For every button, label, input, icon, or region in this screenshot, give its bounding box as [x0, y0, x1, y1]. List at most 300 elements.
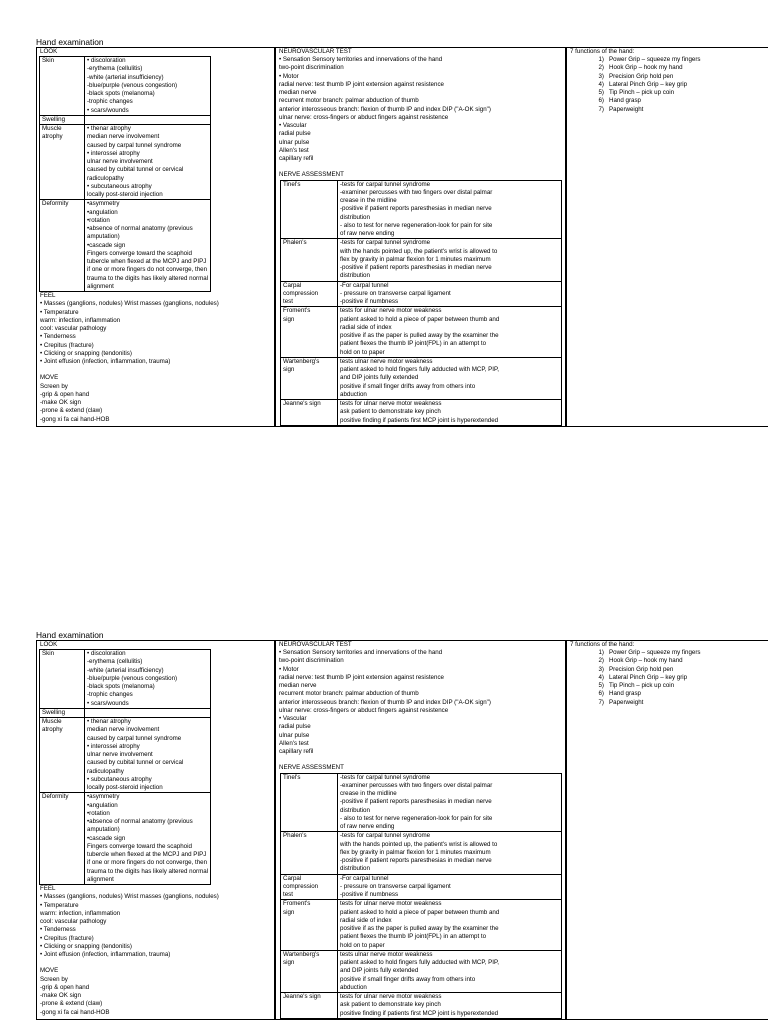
function-text: Power Grip – squeeze my fingers — [609, 649, 701, 656]
muscle-row — [40, 718, 211, 793]
function-text: Precision Grip hold pen — [609, 72, 674, 80]
text-line: -erythema (cellulitis) — [87, 65, 143, 73]
text-line: distribution — [340, 865, 370, 873]
text-line: cool: vascular pathology — [40, 918, 107, 925]
function-number: 5) — [598, 682, 604, 689]
text-line: • Motor — [279, 72, 299, 80]
text-line: positive if small finger drifts away from others into — [340, 382, 476, 390]
nerve-test-name-line: Wartenberg's — [283, 357, 320, 365]
skin-row — [40, 650, 211, 709]
text-line: -trophic changes — [87, 98, 133, 106]
text-line: caused by cubital tunnel or cervical — [87, 759, 184, 767]
text-line: ulnar pulse — [279, 138, 310, 146]
swelling-label: Swelling — [40, 115, 85, 124]
muscle-label-line-1: Muscle — [42, 125, 62, 132]
text-line: positive finding if patients first MCP joint is hyperextended — [340, 416, 499, 424]
nerve-test-description — [338, 357, 562, 399]
text-line: • Vascular — [279, 122, 307, 129]
text-line: • Tenderness — [40, 333, 76, 341]
text-line: if one or more fingers do not converge, then — [87, 859, 208, 867]
text-line: •angulation — [87, 208, 118, 216]
nerve-test-row — [281, 773, 562, 832]
text-line: • Joint effusion (infection, inflammation, trauma) — [40, 358, 171, 365]
text-line: -make OK sign — [40, 399, 81, 406]
text-line: • Motor — [279, 665, 299, 673]
function-item — [586, 657, 768, 665]
look-column — [36, 640, 275, 1020]
function-item — [586, 682, 768, 690]
nerve-test-name — [281, 400, 338, 426]
text-line: radial nerve: test thumb IP joint extension against resistence — [279, 80, 444, 88]
nerve-test-name — [281, 874, 338, 900]
muscle-label-line-1: Muscle — [42, 718, 62, 725]
nerve-test-name-line: sign — [283, 908, 295, 916]
text-line: radiculopathy — [87, 767, 124, 775]
text-line: • thenar atrophy — [87, 718, 131, 725]
deformity-label: Deformity — [40, 200, 85, 292]
nerve-test-row — [281, 900, 562, 951]
function-text: Tip Pinch – pick up coin — [609, 89, 675, 96]
text-line: • Tenderness — [40, 926, 76, 934]
feel-lines — [40, 893, 274, 959]
function-text: Tip Pinch – pick up coin — [609, 682, 675, 689]
text-line: if one or more fingers do not converge, then — [87, 266, 208, 274]
nerve-test-name — [281, 307, 338, 358]
text-line: tests ulnar nerve motor weakness — [340, 357, 433, 365]
function-text: Lateral Pinch Grip – key grip — [609, 673, 688, 681]
feel-section — [37, 292, 274, 424]
text-line: tests for ulnar nerve motor weakness — [340, 900, 442, 908]
function-item — [586, 97, 768, 105]
text-line: -positive if patient reports paresthesias in median nerve — [340, 264, 492, 271]
feel-section — [37, 885, 274, 1017]
swelling-label: Swelling — [40, 708, 85, 717]
text-line: radiculopathy — [87, 174, 124, 182]
text-line: ask patient to demonstrate key pinch — [340, 1001, 441, 1009]
nerve-test-name-line: Jeanne's sign — [283, 400, 321, 407]
text-line: trauma to the digits has likely altered normal — [87, 867, 209, 875]
swelling-row — [40, 115, 211, 124]
text-line: -For carpal tunnel — [340, 281, 389, 289]
text-line: hold on to paper — [340, 348, 385, 356]
text-line: distribution — [340, 806, 370, 814]
text-line: radial side of index — [340, 323, 392, 331]
nerve-test-description — [338, 993, 562, 1019]
text-line: •cascade sign — [87, 834, 126, 842]
nerve-test-row — [281, 307, 562, 358]
text-line: radial nerve: test thumb IP joint extension against resistence — [279, 673, 444, 681]
text-line: -black spots (melanoma) — [87, 90, 155, 97]
text-line: -blue/purple (venous congestion) — [87, 674, 178, 682]
text-line: patient asked to hold fingers fully adducted with MCP, PIP, — [340, 959, 500, 966]
nerve-test-name-line: test — [283, 891, 293, 898]
function-number: 6) — [598, 97, 604, 105]
function-number: 3) — [598, 72, 604, 80]
text-line: •absence of normal anatomy (previous — [87, 225, 193, 232]
muscle-row — [40, 125, 211, 200]
function-text: Hand grasp — [609, 690, 641, 698]
nerve-test-name-line: compression — [283, 882, 319, 890]
neurovascular-column — [275, 47, 566, 427]
text-line: abduction — [340, 983, 367, 991]
text-line: distribution — [340, 213, 370, 221]
text-line: caused by carpal tunnel syndrome — [87, 141, 182, 149]
nerve-test-name-line: Tinel's — [283, 773, 301, 781]
text-line: abduction — [340, 390, 367, 398]
text-line: Fingers converge toward the scaphoid — [87, 842, 192, 850]
nerve-test-row — [281, 993, 562, 1019]
skin-label: Skin — [40, 650, 85, 709]
text-line: - pressure on transverse carpal ligament — [340, 882, 451, 890]
text-line: and DIP joints fully extended — [340, 374, 419, 382]
text-line: median nerve involvement — [87, 726, 160, 734]
neurovascular-lines — [276, 56, 565, 163]
nerve-test-description — [338, 874, 562, 900]
text-line: • subcutaneous atrophy — [87, 775, 152, 783]
muscle-findings — [85, 718, 211, 793]
nerve-test-name — [281, 900, 338, 951]
text-line: positive if small finger drifts away from others into — [340, 975, 476, 983]
look-heading: LOOK — [40, 48, 58, 55]
text-line: ulnar nerve: cross-fingers or abduct fingers against resistence — [279, 706, 449, 714]
functions-heading: 7 functions of the hand: — [570, 641, 635, 648]
text-line: radial pulse — [279, 723, 311, 731]
text-line: -positive if numbness — [340, 891, 399, 898]
text-line: -tests for carpal tunnel syndrome — [340, 180, 431, 188]
nerve-test-name — [281, 993, 338, 1019]
swelling-row — [40, 708, 211, 717]
function-item — [586, 666, 768, 674]
feel-heading: FEEL — [40, 292, 56, 299]
text-line: • Sensation Sensory territories and innervations of the hand — [279, 56, 443, 63]
text-line: with the hands pointed up, the patient's wrist is allowed to — [340, 840, 498, 848]
text-line: -gong xi fa cai hand-HOB — [40, 1008, 110, 1016]
text-line: -positive if patient reports paresthesias in median nerve — [340, 205, 492, 213]
nerve-test-name-line: Froment's — [283, 307, 311, 315]
muscle-label-line-2: atrophy — [42, 133, 63, 141]
nerve-test-name-line: Carpal — [283, 874, 302, 882]
text-line: recurrent motor branch: palmar abduction of thumb — [279, 690, 419, 698]
function-item — [586, 674, 768, 682]
function-number: 7) — [598, 105, 604, 113]
text-line: warm: infection, inflammation — [40, 316, 121, 324]
text-line: -grip & open hand — [40, 983, 90, 991]
function-number: 2) — [598, 64, 604, 72]
text-line: capillary refil — [279, 748, 314, 755]
function-number: 2) — [598, 657, 604, 665]
text-line: tubercle when flexed at the MCPJ and PIPJ — [87, 258, 207, 265]
text-line: -tests for carpal tunnel syndrome — [340, 239, 431, 247]
nerve-assessment-table — [280, 773, 562, 1019]
text-line: with the hands pointed up, the patient's wrist is allowed to — [340, 247, 498, 255]
text-line: flex by gravity in palmar flexion for 1 minutes maximum — [340, 255, 491, 263]
feel-heading: FEEL — [40, 885, 56, 892]
skin-row — [40, 57, 211, 116]
text-line: caused by cubital tunnel or cervical — [87, 166, 184, 174]
text-line: two-point discrimination — [279, 657, 344, 665]
nerve-test-row — [281, 950, 562, 992]
text-line: • Clicking or snapping (tendonitis) — [40, 942, 132, 950]
text-line: • Sensation Sensory territories and innervations of the hand — [279, 649, 443, 656]
text-line: • discoloration — [87, 650, 126, 657]
text-line: -prone & extend (claw) — [40, 1000, 103, 1008]
neurovascular-heading: NEUROVASCULAR TEST — [279, 641, 352, 648]
nerve-test-name — [281, 357, 338, 399]
move-lines — [40, 383, 274, 424]
nerve-test-description — [338, 832, 562, 874]
function-number: 7) — [598, 698, 604, 706]
text-line: ulnar nerve involvement — [87, 158, 153, 165]
look-heading: LOOK — [40, 641, 58, 648]
text-line: tests ulnar nerve motor weakness — [340, 950, 433, 958]
functions-heading: 7 functions of the hand: — [570, 48, 635, 55]
text-line: ulnar nerve involvement — [87, 751, 153, 758]
function-text: Hand grasp — [609, 97, 641, 105]
text-line: -prone & extend (claw) — [40, 407, 103, 415]
text-line: patient asked to hold fingers fully adducted with MCP, PIP, — [340, 366, 500, 373]
nerve-test-name-line: sign — [283, 366, 295, 373]
nerve-test-name — [281, 239, 338, 281]
neurovascular-column — [275, 640, 566, 1020]
exam-layout — [36, 640, 768, 1020]
skin-findings — [85, 650, 211, 709]
text-line: radial side of index — [340, 916, 392, 924]
text-line: -tests for carpal tunnel syndrome — [340, 773, 431, 781]
text-line: • scars/wounds — [87, 106, 129, 114]
text-line: distribution — [340, 272, 370, 280]
function-number: 4) — [598, 673, 604, 681]
text-line: -examiner percusses with two fingers over distal palmar — [340, 188, 493, 196]
text-line: -positive if patient reports paresthesias in median nerve — [340, 798, 492, 806]
skin-label: Skin — [40, 57, 85, 116]
text-line: ulnar pulse — [279, 731, 310, 739]
text-line: • thenar atrophy — [87, 125, 131, 132]
text-line: • Vascular — [279, 715, 307, 722]
text-line: patient asked to hold a piece of paper between thumb and — [340, 315, 500, 323]
function-text: Paperweight — [609, 698, 644, 706]
document-title: Hand examination — [36, 37, 104, 47]
text-line: positive finding if patients first MCP joint is hyperextended — [340, 1009, 499, 1017]
text-line: crease in the midline — [340, 790, 397, 797]
text-line: -blue/purple (venous congestion) — [87, 81, 178, 89]
nerve-test-name-line: Phalen's — [283, 239, 307, 247]
text-line: •rotation — [87, 809, 110, 817]
text-line: of raw nerve ending — [340, 823, 395, 830]
move-heading: MOVE — [40, 967, 59, 975]
text-line: •angulation — [87, 801, 118, 809]
swelling-findings — [85, 115, 211, 124]
nerve-test-row — [281, 239, 562, 281]
text-line: • interossei atrophy — [87, 149, 140, 157]
nerve-test-name — [281, 281, 338, 307]
text-line: hold on to paper — [340, 941, 385, 949]
text-line: -grip & open hand — [40, 390, 90, 398]
function-text: Paperweight — [609, 105, 644, 113]
text-line: •asymmetry — [87, 200, 120, 208]
text-line: ask patient to demonstrate key pinch — [340, 408, 441, 416]
functions-column — [566, 47, 768, 427]
functions-column — [566, 640, 768, 1020]
nerve-test-description — [338, 950, 562, 992]
text-line: -tests for carpal tunnel syndrome — [340, 832, 431, 840]
text-line: patient flexes the thumb IP joint(FPL) in an attempt to — [340, 933, 487, 941]
text-line: -erythema (cellulitis) — [87, 658, 143, 666]
text-line: • Masses (ganglions, nodules) Wrist masses (ganglions, nodules) — [40, 893, 219, 901]
text-line: median nerve — [279, 89, 317, 96]
text-line: amputation) — [87, 826, 120, 834]
text-line: • Temperature — [40, 901, 79, 909]
text-line: ulnar nerve: cross-fingers or abduct fingers against resistence — [279, 113, 449, 121]
nerve-test-name-line: Tinel's — [283, 180, 301, 188]
text-line: Fingers converge toward the scaphoid — [87, 249, 192, 257]
text-line: tests for ulnar nerve motor weakness — [340, 400, 442, 407]
text-line: capillary refil — [279, 155, 314, 162]
deformity-row — [40, 793, 211, 885]
look-table — [39, 56, 211, 292]
function-item — [586, 56, 768, 64]
text-line: -For carpal tunnel — [340, 874, 389, 882]
nerve-test-name-line: sign — [283, 315, 295, 323]
text-line: radial pulse — [279, 130, 311, 138]
text-line: - also to test for nerve regeneration-look for pain for site — [340, 814, 493, 822]
text-line: -examiner percusses with two fingers over distal palmar — [340, 781, 493, 789]
nerve-test-name-line: Wartenberg's — [283, 950, 320, 958]
text-line: patient asked to hold a piece of paper between thumb and — [340, 908, 500, 916]
feel-lines — [40, 300, 274, 366]
text-line: -positive if patient reports paresthesias in median nerve — [340, 857, 492, 864]
functions-list — [567, 56, 768, 114]
muscle-findings — [85, 125, 211, 200]
nerve-test-row — [281, 281, 562, 307]
text-line: -black spots (melanoma) — [87, 683, 155, 690]
text-line: • subcutaneous atrophy — [87, 182, 152, 190]
text-line: trauma to the digits has likely altered normal — [87, 274, 209, 282]
nerve-test-description — [338, 281, 562, 307]
nerve-test-row — [281, 180, 562, 239]
text-line: • scars/wounds — [87, 699, 129, 707]
nerve-test-name-line: compression — [283, 289, 319, 297]
deformity-label: Deformity — [40, 793, 85, 885]
function-number: 5) — [598, 89, 604, 96]
text-line: positive if as the paper is pulled away by the examiner the — [340, 925, 499, 932]
text-line: •rotation — [87, 216, 110, 224]
document-copy-2 — [36, 630, 768, 1020]
look-table — [39, 649, 211, 885]
nerve-test-description — [338, 239, 562, 281]
text-line: - pressure on transverse carpal ligament — [340, 289, 451, 297]
text-line: -gong xi fa cai hand-HOB — [40, 415, 110, 423]
document-copy-1 — [36, 37, 768, 427]
text-line: -white (arterial insufficiency) — [87, 666, 164, 674]
nerve-test-description — [338, 400, 562, 426]
deformity-row — [40, 200, 211, 292]
document-title: Hand examination — [36, 630, 104, 640]
nerve-test-name-line: test — [283, 298, 293, 305]
text-line: of raw nerve ending — [340, 230, 395, 237]
text-line: -make OK sign — [40, 992, 81, 999]
nerve-test-row — [281, 832, 562, 874]
nerve-test-name — [281, 832, 338, 874]
nerve-test-name — [281, 180, 338, 239]
nerve-test-name-line: sign — [283, 959, 295, 966]
nerve-test-description — [338, 180, 562, 239]
nerve-test-name-line: Froment's — [283, 900, 311, 908]
function-text: Lateral Pinch Grip – key grip — [609, 80, 688, 88]
nerve-test-name-line: Phalen's — [283, 832, 307, 840]
muscle-label — [40, 718, 85, 793]
deformity-findings — [85, 200, 211, 292]
look-column — [36, 47, 275, 427]
function-number: 1) — [598, 649, 604, 656]
function-number: 4) — [598, 80, 604, 88]
text-line: • interossei atrophy — [87, 742, 140, 750]
function-item — [586, 699, 768, 707]
text-line: cool: vascular pathology — [40, 325, 107, 332]
nerve-test-description — [338, 773, 562, 832]
text-line: tests for ulnar nerve motor weakness — [340, 307, 442, 315]
nerve-test-name — [281, 950, 338, 992]
function-text: Hook Grip – hook my hand — [609, 657, 683, 665]
text-line: crease in the midline — [340, 197, 397, 204]
text-line: •cascade sign — [87, 241, 126, 249]
move-heading: MOVE — [40, 374, 59, 382]
swelling-findings — [85, 708, 211, 717]
text-line: anterior interosseous branch: flexion of thumb IP and index DIP ("A-OK sign") — [279, 105, 491, 113]
text-line: caused by carpal tunnel syndrome — [87, 734, 182, 742]
text-line: two-point discrimination — [279, 64, 344, 72]
text-line: warm: infection, inflammation — [40, 909, 121, 917]
text-line: • Masses (ganglions, nodules) Wrist masses (ganglions, nodules) — [40, 300, 219, 308]
text-line: • Temperature — [40, 308, 79, 316]
functions-list — [567, 649, 768, 707]
text-line: •asymmetry — [87, 793, 120, 801]
move-lines — [40, 976, 274, 1017]
text-line: and DIP joints fully extended — [340, 967, 419, 975]
function-item — [586, 649, 768, 657]
function-item — [586, 690, 768, 698]
function-text: Power Grip – squeeze my fingers — [609, 56, 701, 63]
text-line: tubercle when flexed at the MCPJ and PIPJ — [87, 851, 207, 858]
function-item — [586, 89, 768, 97]
text-line: •absence of normal anatomy (previous — [87, 818, 193, 825]
skin-findings — [85, 57, 211, 116]
nerve-test-row — [281, 874, 562, 900]
nerve-test-row — [281, 357, 562, 399]
text-line: -trophic changes — [87, 691, 133, 699]
text-line: Screen by — [40, 975, 68, 983]
function-text: Precision Grip hold pen — [609, 665, 674, 673]
neurovascular-heading: NEUROVASCULAR TEST — [279, 48, 352, 55]
function-item — [586, 64, 768, 72]
text-line: positive if as the paper is pulled away by the examiner the — [340, 332, 499, 339]
text-line: tests for ulnar nerve motor weakness — [340, 993, 442, 1000]
text-line: locally post-steroid injection — [87, 191, 163, 198]
function-number: 6) — [598, 690, 604, 698]
nerve-test-name — [281, 773, 338, 832]
muscle-label-line-2: atrophy — [42, 726, 63, 734]
text-line: recurrent motor branch: palmar abduction of thumb — [279, 97, 419, 105]
nerve-assessment-heading: NERVE ASSESSMENT — [279, 171, 344, 179]
text-line: amputation) — [87, 233, 120, 241]
function-item — [586, 81, 768, 89]
text-line: Allen's test — [279, 739, 309, 747]
text-line: flex by gravity in palmar flexion for 1 minutes maximum — [340, 848, 491, 856]
exam-layout — [36, 47, 768, 427]
text-line: • Crepitus (fracture) — [40, 934, 94, 942]
text-line: alignment — [87, 875, 114, 883]
nerve-assessment-table — [280, 180, 562, 426]
nerve-test-row — [281, 400, 562, 426]
